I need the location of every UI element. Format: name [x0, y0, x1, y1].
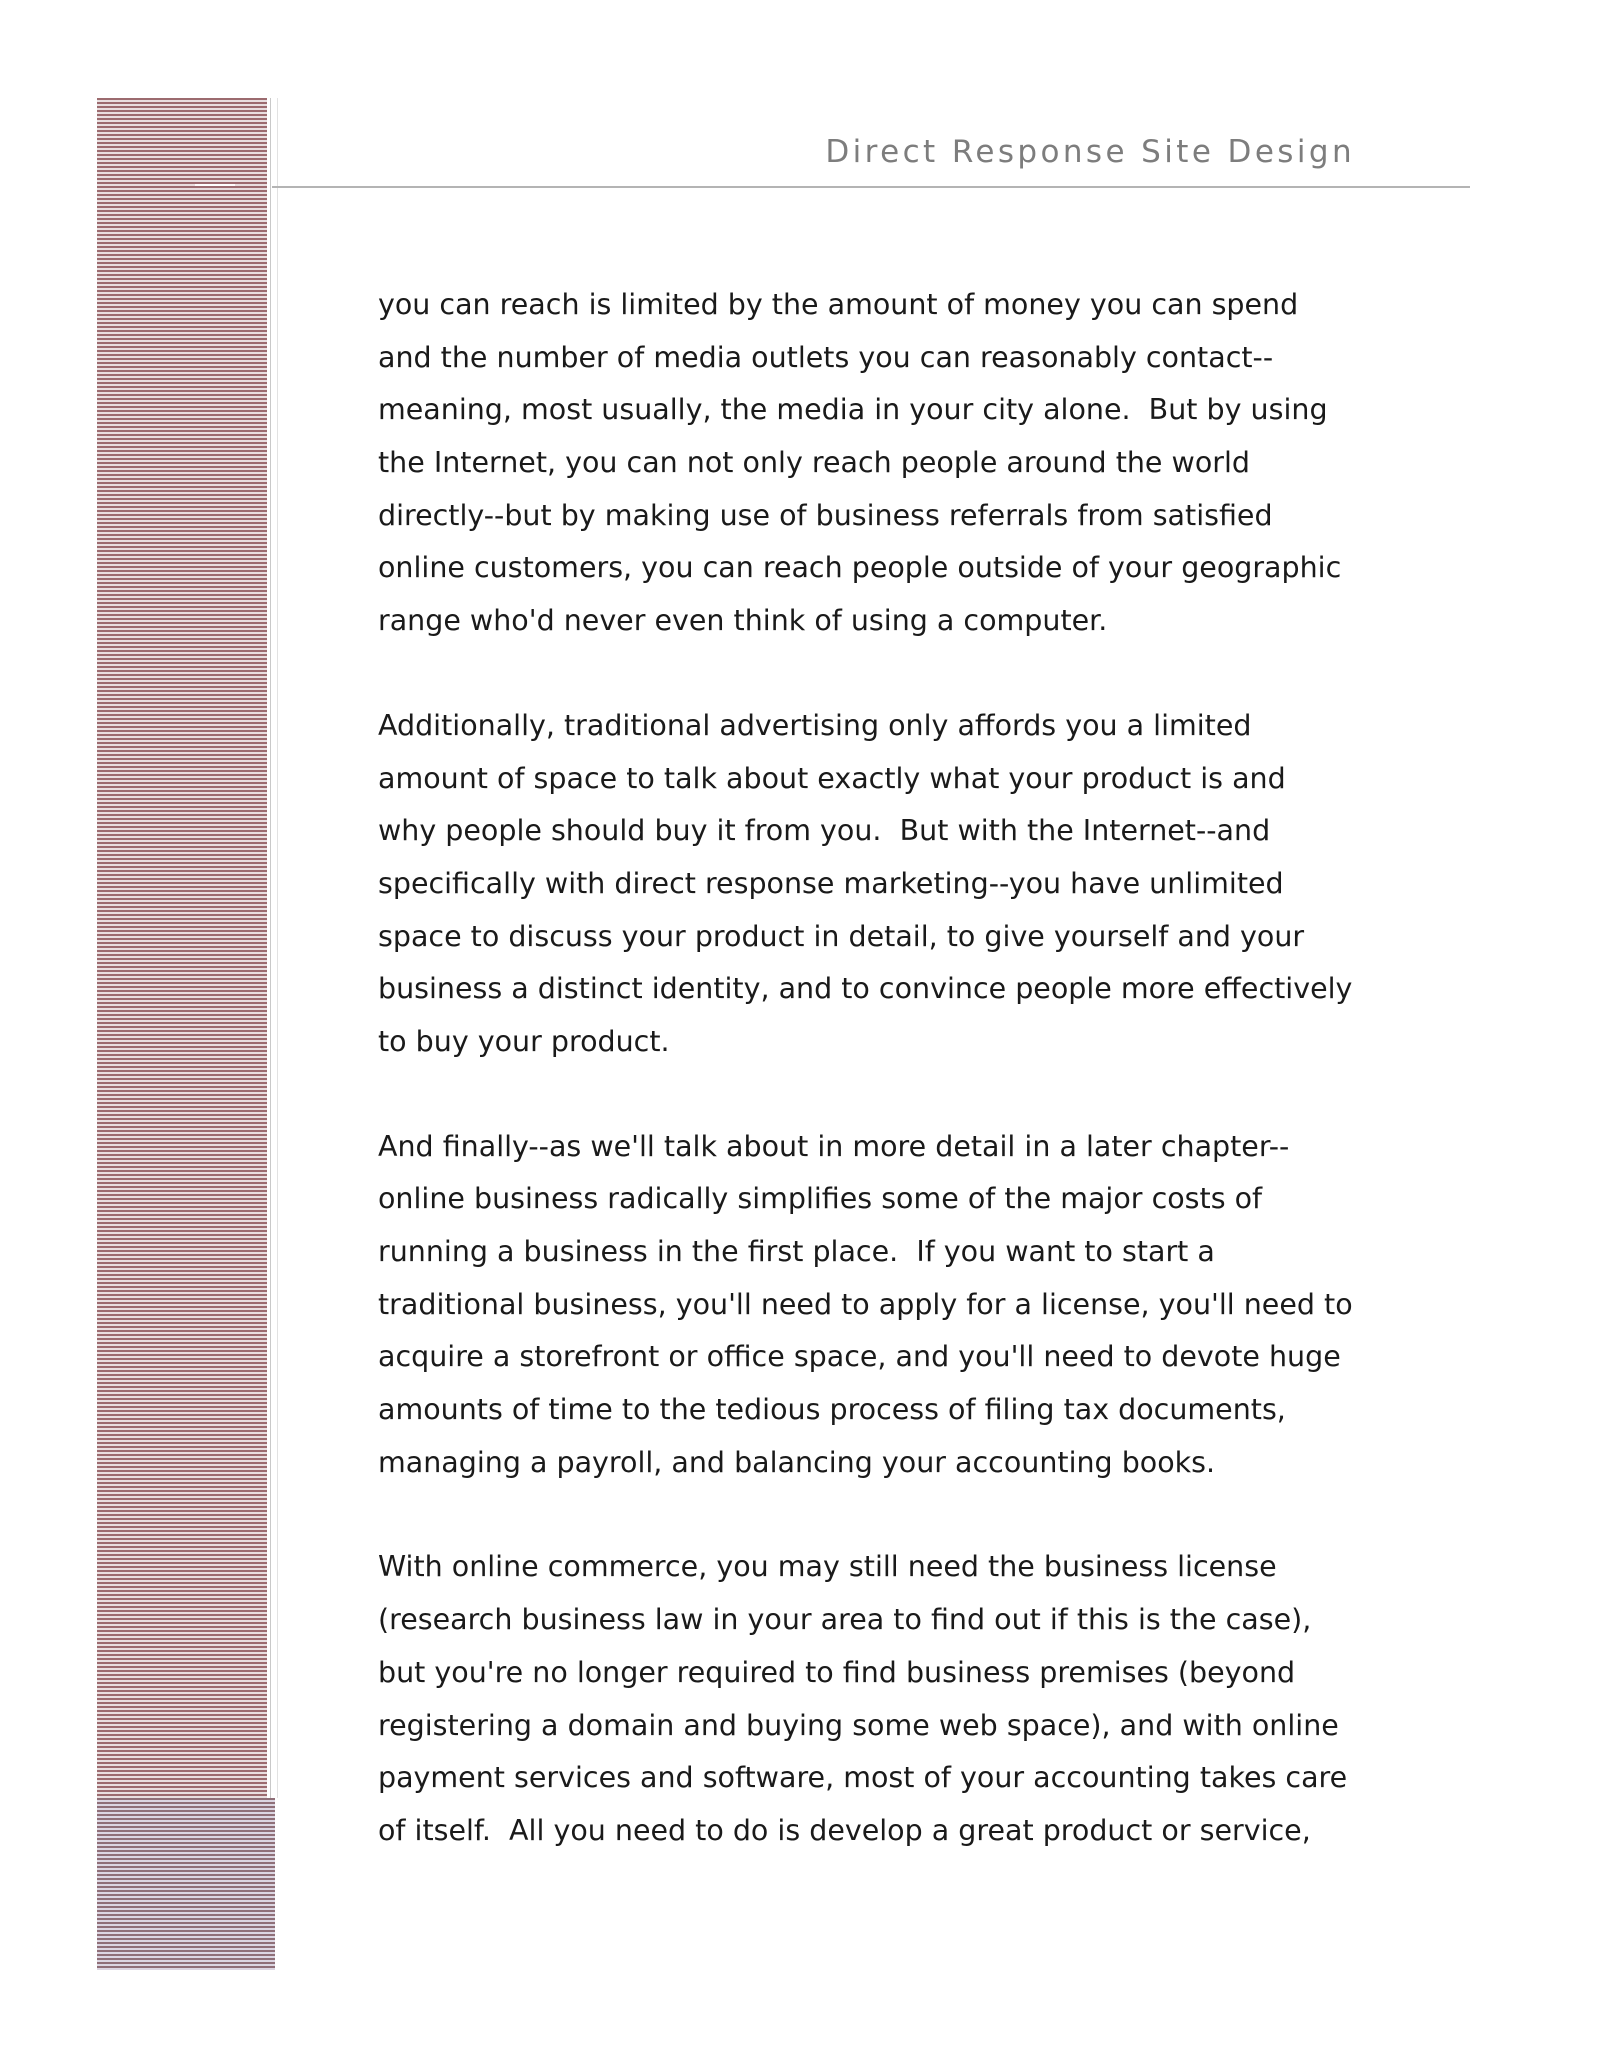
paragraph-3: [378, 1121, 1378, 1490]
text-line: meaning, most usually, the media in your city alone. But by using: [378, 393, 1328, 427]
running-header-title: Direct Response Site Design: [825, 134, 1355, 170]
text-line: acquire a storefront or office space, and you'll need to devote huge: [378, 1340, 1341, 1374]
text-line: registering a domain and buying some web space), and with online: [378, 1708, 1339, 1742]
text-line: And finally--as we'll talk about in more detail in a later chapter--: [378, 1129, 1290, 1163]
text-line: business a distinct identity, and to convince people more effectively: [378, 972, 1353, 1006]
text-line: With online commerce, you may still need the business license: [378, 1550, 1277, 1584]
text-line: managing a payroll, and balancing your accounting books.: [378, 1445, 1216, 1479]
text-line: why people should buy it from you. But with the Internet--and: [378, 814, 1271, 848]
text-line: payment services and software, most of your accounting takes care: [378, 1761, 1348, 1795]
header-divider: [272, 186, 1470, 188]
text-line: traditional business, you'll need to apply for a license, you'll need to: [378, 1287, 1353, 1321]
text-line: online customers, you can reach people outside of your geographic: [378, 551, 1342, 585]
text-line: running a business in the first place. If you want to start a: [378, 1235, 1215, 1268]
text-line: specifically with direct response marketing--you have unlimited: [378, 866, 1284, 900]
text-line: (research business law in your area to find out if this is the case),: [378, 1603, 1312, 1637]
paragraph-2: [378, 700, 1378, 1069]
paragraph-4: [378, 1541, 1378, 1857]
text-line: Additionally, traditional advertising only affords you a limited: [378, 708, 1252, 742]
text-line: the Internet, you can not only reach people around the world: [378, 446, 1250, 480]
text-line: amount of space to talk about exactly what your product is and: [378, 761, 1286, 795]
decorative-sidebar-stripes-lower: [97, 1798, 275, 1970]
text-line: space to discuss your product in detail, to give yourself and your: [378, 919, 1305, 953]
text-line: online business radically simplifies some of the major costs of: [378, 1182, 1263, 1216]
text-line: you can reach is limited by the amount of money you can spend: [378, 288, 1299, 321]
decorative-sidebar-stripes: [97, 98, 267, 1818]
sidebar-notch: [195, 184, 235, 186]
sidebar-edge-rule: [270, 98, 278, 1798]
text-line: to buy your product.: [378, 1024, 670, 1058]
text-line: of itself. All you need to do is develop a great product or service,: [378, 1813, 1311, 1847]
text-line: directly--but by making use of business referrals from satisfied: [378, 498, 1273, 532]
text-line: range who'd never even think of using a computer.: [378, 604, 1108, 638]
text-line: and the number of media outlets you can reasonably contact--: [378, 340, 1274, 374]
paragraph-1: [378, 279, 1378, 648]
text-line: but you're no longer required to find business premises (beyond: [378, 1655, 1296, 1689]
page-body: [378, 279, 1378, 1910]
text-line: amounts of time to the tedious process of filing tax documents,: [378, 1393, 1286, 1427]
